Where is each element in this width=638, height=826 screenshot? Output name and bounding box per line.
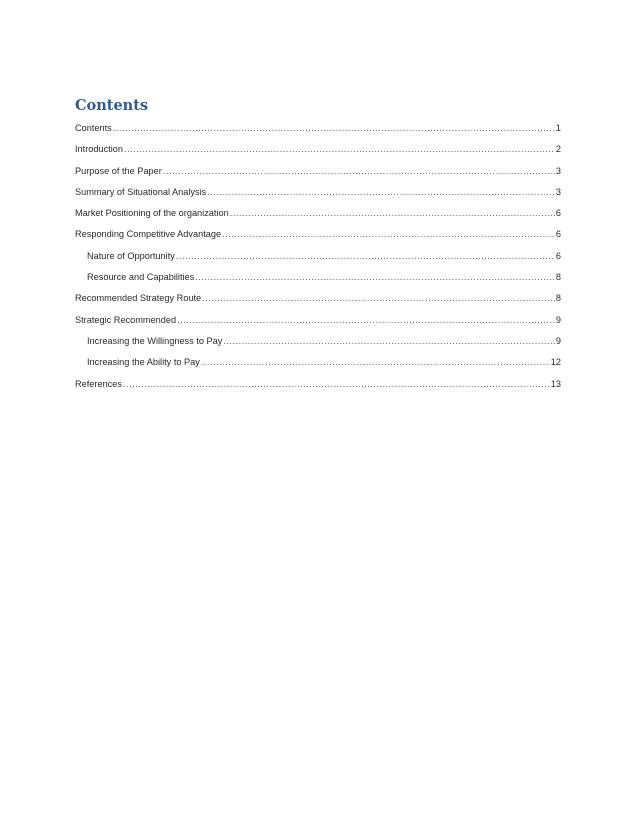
toc-dot-leader — [201, 352, 550, 373]
toc-entry-introduction[interactable] — [75, 139, 561, 160]
toc-dot-leader — [163, 161, 555, 182]
toc-entry-strategic-recommended[interactable] — [75, 310, 561, 331]
toc-entry-resource-capabilities[interactable] — [75, 267, 561, 288]
toc-entry-nature-of-opportunity[interactable] — [75, 246, 561, 267]
toc-entry-title: Increasing the Willingness to Pay — [87, 335, 223, 346]
toc-entry-page: 3 — [555, 165, 561, 176]
toc-entry-title: Market Positioning of the organization — [75, 208, 229, 219]
toc-entry-title: Responding Competitive Advantage — [75, 229, 222, 240]
toc-dot-leader — [230, 203, 555, 224]
toc-entry-title: Resource and Capabilities — [87, 272, 195, 283]
toc-dot-leader — [195, 267, 555, 288]
toc-entry-title: Recommended Strategy Route — [75, 293, 202, 304]
toc-entry-page: 6 — [555, 229, 561, 240]
toc-entry-contents[interactable] — [75, 118, 561, 139]
toc-entry-references[interactable] — [75, 374, 561, 395]
toc-entry-title: Introduction — [75, 144, 124, 155]
toc-dot-leader — [222, 224, 555, 245]
toc-entry-title: Strategic Recommended — [75, 314, 177, 325]
toc-entry-page: 6 — [555, 208, 561, 219]
toc-entry-title: Summary of Situational Analysis — [75, 186, 207, 197]
toc-entry-title: References — [75, 378, 122, 389]
toc-dot-leader — [124, 139, 555, 160]
toc-dot-leader — [176, 246, 555, 267]
toc-dot-leader — [123, 374, 550, 395]
toc-list — [75, 118, 561, 395]
toc-entry-purpose[interactable] — [75, 161, 561, 182]
toc-entry-page: 12 — [550, 357, 561, 368]
toc-dot-leader — [113, 118, 555, 139]
toc-dot-leader — [177, 310, 555, 331]
toc-entry-willingness-to-pay[interactable] — [75, 331, 561, 352]
toc-entry-page: 8 — [555, 272, 561, 283]
toc-entry-page: 8 — [555, 293, 561, 304]
toc-dot-leader — [202, 288, 555, 309]
toc-heading: Contents — [75, 97, 149, 114]
toc-entry-page: 6 — [555, 250, 561, 261]
toc-entry-ability-to-pay[interactable] — [75, 352, 561, 373]
toc-entry-page: 9 — [555, 314, 561, 325]
toc-entry-title: Purpose of the Paper — [75, 165, 162, 176]
toc-entry-situational-analysis[interactable] — [75, 182, 561, 203]
toc-entry-title: Nature of Opportunity — [87, 250, 175, 261]
toc-entry-page: 3 — [555, 186, 561, 197]
toc-entry-page: 9 — [555, 335, 561, 346]
toc-dot-leader — [223, 331, 555, 352]
toc-entry-page: 1 — [555, 123, 561, 133]
toc-entry-page: 13 — [550, 378, 561, 389]
toc-entry-market-positioning[interactable] — [75, 203, 561, 224]
toc-entry-page: 2 — [555, 144, 561, 155]
toc-entry-competitive-advantage[interactable] — [75, 224, 561, 245]
toc-entry-title: Increasing the Ability to Pay — [87, 357, 200, 368]
toc-entry-strategy-route[interactable] — [75, 288, 561, 309]
toc-dot-leader — [207, 182, 555, 203]
toc-entry-title: Contents — [75, 123, 112, 133]
